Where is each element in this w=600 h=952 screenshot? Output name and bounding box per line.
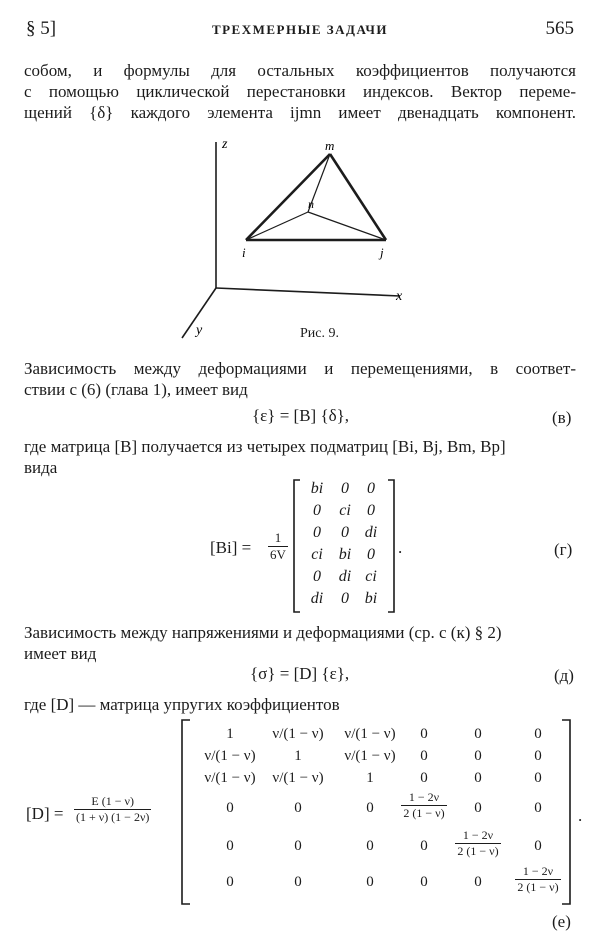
equation-e-label: (е) <box>552 912 571 931</box>
equation-v-label: (в) <box>552 408 572 427</box>
matrix-g-cell: di <box>364 524 378 541</box>
diag-2-den: 2 (1 − ν) <box>457 844 499 858</box>
equation-e-period: . <box>578 806 583 825</box>
paragraph-2-line-2: ствии с (6) (глава 1), имеет вид <box>24 380 248 399</box>
matrix-e-cell: 0 <box>534 748 542 764</box>
matrix-e-cell: 0 <box>420 748 428 764</box>
paragraph-1-line-3: щений {δ} каждого элемента ijmn имеет двенадцать компонент. <box>24 103 576 122</box>
matrix-e-cell: 0 <box>474 770 482 786</box>
matrix-e-cell: 1 <box>226 726 234 742</box>
equation-g-period: . <box>398 538 403 557</box>
equation-d: {σ} = [D] {ε}, <box>250 664 350 683</box>
matrix-e-cell: 0 <box>366 800 374 816</box>
paragraph-4 <box>24 622 580 664</box>
label-y: y <box>196 323 203 338</box>
equation-g-frac-num: 1 <box>268 530 288 547</box>
matrix-e-cell: 0 <box>226 874 234 890</box>
matrix-g-cell: 0 <box>367 480 375 497</box>
matrix-e-cell: 0 <box>226 800 234 816</box>
diag-3-den: 2 (1 − ν) <box>517 880 559 894</box>
equation-e-frac-den: (1 + ν) (1 − 2ν) <box>76 810 150 824</box>
matrix-e-cell: ν/(1 − ν) <box>204 770 256 786</box>
matrix-g-cell: 0 <box>367 546 375 563</box>
paragraph-3-line-2: вида <box>24 458 58 477</box>
matrix-e-cell: 0 <box>534 838 542 854</box>
edge-in <box>246 212 308 240</box>
edge-jn <box>308 212 386 240</box>
diag-1-num: 1 − 2ν <box>401 790 446 806</box>
matrix-e-cell: 0 <box>420 770 428 786</box>
matrix-e-cell: ν/(1 − ν) <box>272 726 324 742</box>
diag-3-num: 1 − 2ν <box>515 864 560 880</box>
matrix-e-cell: ν/(1 − ν) <box>272 770 324 786</box>
paragraph-1 <box>24 60 576 123</box>
matrix-e-diag-3 <box>503 864 573 895</box>
diag-1-den: 2 (1 − ν) <box>403 806 445 820</box>
matrix-g-cell: 0 <box>341 480 349 497</box>
label-x: x <box>396 289 403 304</box>
section-marker: § 5] <box>26 18 57 39</box>
label-n: n <box>308 197 314 211</box>
paragraph-2 <box>24 358 576 400</box>
matrix-e-cell: 0 <box>366 874 374 890</box>
matrix-e-cell: 0 <box>226 838 234 854</box>
matrix-g-cell: 0 <box>313 502 321 519</box>
matrix-e-cell: 0 <box>534 800 542 816</box>
diag-2-num: 1 − 2ν <box>455 828 500 844</box>
figure-tetrahedron <box>160 130 430 350</box>
equation-g-lhs: [Bi] = <box>210 538 252 557</box>
matrix-e-cell: 1 <box>294 748 302 764</box>
equation-g-frac-den: 6V <box>270 547 286 562</box>
matrix-e-cell: 0 <box>420 838 428 854</box>
running-title: ТРЕХМЕРНЫЕ ЗАДАЧИ <box>211 22 389 37</box>
axis-x-line <box>216 288 400 296</box>
paragraph-1-line-1: собом, и формулы для остальных коэффициентов получаются <box>24 61 576 80</box>
equation-e-lhs: [D] = <box>26 804 64 823</box>
matrix-e-cell: ν/(1 − ν) <box>344 726 396 742</box>
matrix-e-cell: 0 <box>474 726 482 742</box>
equation-v: {ε} = [B] {δ}, <box>252 406 350 425</box>
matrix-g-cell: bi <box>364 590 378 607</box>
page-header <box>22 18 578 42</box>
matrix-e-cell: ν/(1 − ν) <box>344 748 396 764</box>
matrix-e-cell: 0 <box>474 874 482 890</box>
matrix-e-cell: 0 <box>294 874 302 890</box>
matrix-e-cell: 1 <box>366 770 374 786</box>
equation-g-label: (г) <box>554 540 573 559</box>
matrix-e-cell: 0 <box>420 726 428 742</box>
equation-e-frac-num: E (1 − ν) <box>74 794 151 810</box>
paragraph-2-line-1: Зависимость между деформациями и перемещениями, в соответ- <box>24 359 576 378</box>
paragraph-4-line-2: имеет вид <box>24 644 97 663</box>
matrix-e-cell: 0 <box>366 838 374 854</box>
label-i: i <box>242 245 246 260</box>
matrix-e-cell: 0 <box>294 800 302 816</box>
paragraph-4-line-1: Зависимость между напряжениями и деформациями (ср. с (к) § 2) <box>24 623 502 642</box>
matrix-e-cell: 0 <box>474 800 482 816</box>
paragraph-3 <box>24 436 580 478</box>
label-m: m <box>325 138 335 153</box>
edge-mj <box>330 154 386 240</box>
figure-caption: Рис. 9. <box>300 326 339 341</box>
edge-im <box>246 154 330 240</box>
matrix-g-cell: 0 <box>313 524 321 541</box>
matrix-g-cell: ci <box>311 546 323 563</box>
matrix-g-cell: 0 <box>367 502 375 519</box>
matrix-g-cell: 0 <box>313 568 321 585</box>
matrix-e <box>0 718 600 908</box>
paragraph-3-line-1: где матрица [B] получается из четырех подматриц [Bi, Bj, Bm, Bp] <box>24 437 506 456</box>
page-number: 565 <box>545 18 574 39</box>
matrix-e-cell: 0 <box>534 726 542 742</box>
matrix-e-cell: 0 <box>420 874 428 890</box>
label-j: j <box>380 245 384 260</box>
matrix-g-cell: ci <box>339 502 351 519</box>
matrix-g-cell: bi <box>338 546 352 563</box>
matrix-g-cell: ci <box>365 568 377 585</box>
label-z: z <box>222 137 228 152</box>
matrix-g-cell: 0 <box>341 590 349 607</box>
matrix-e-cell: 0 <box>534 770 542 786</box>
matrix-g-cell: 0 <box>341 524 349 541</box>
matrix-e-cell: ν/(1 − ν) <box>204 748 256 764</box>
matrix-e-cell: 0 <box>294 838 302 854</box>
matrix-g-cell: bi <box>310 480 324 497</box>
matrix-g-cell: di <box>338 568 352 585</box>
paragraph-1-line-2: с помощью циклической перестановки индексов. Вектор переме- <box>24 82 576 101</box>
matrix-e-cell: 0 <box>474 748 482 764</box>
equation-g-fraction <box>268 530 288 563</box>
equation-d-label: (д) <box>554 666 574 685</box>
paragraph-5: где [D] — матрица упругих коэффициентов <box>24 695 340 714</box>
matrix-g <box>292 478 396 614</box>
matrix-g-cell: di <box>310 590 324 607</box>
